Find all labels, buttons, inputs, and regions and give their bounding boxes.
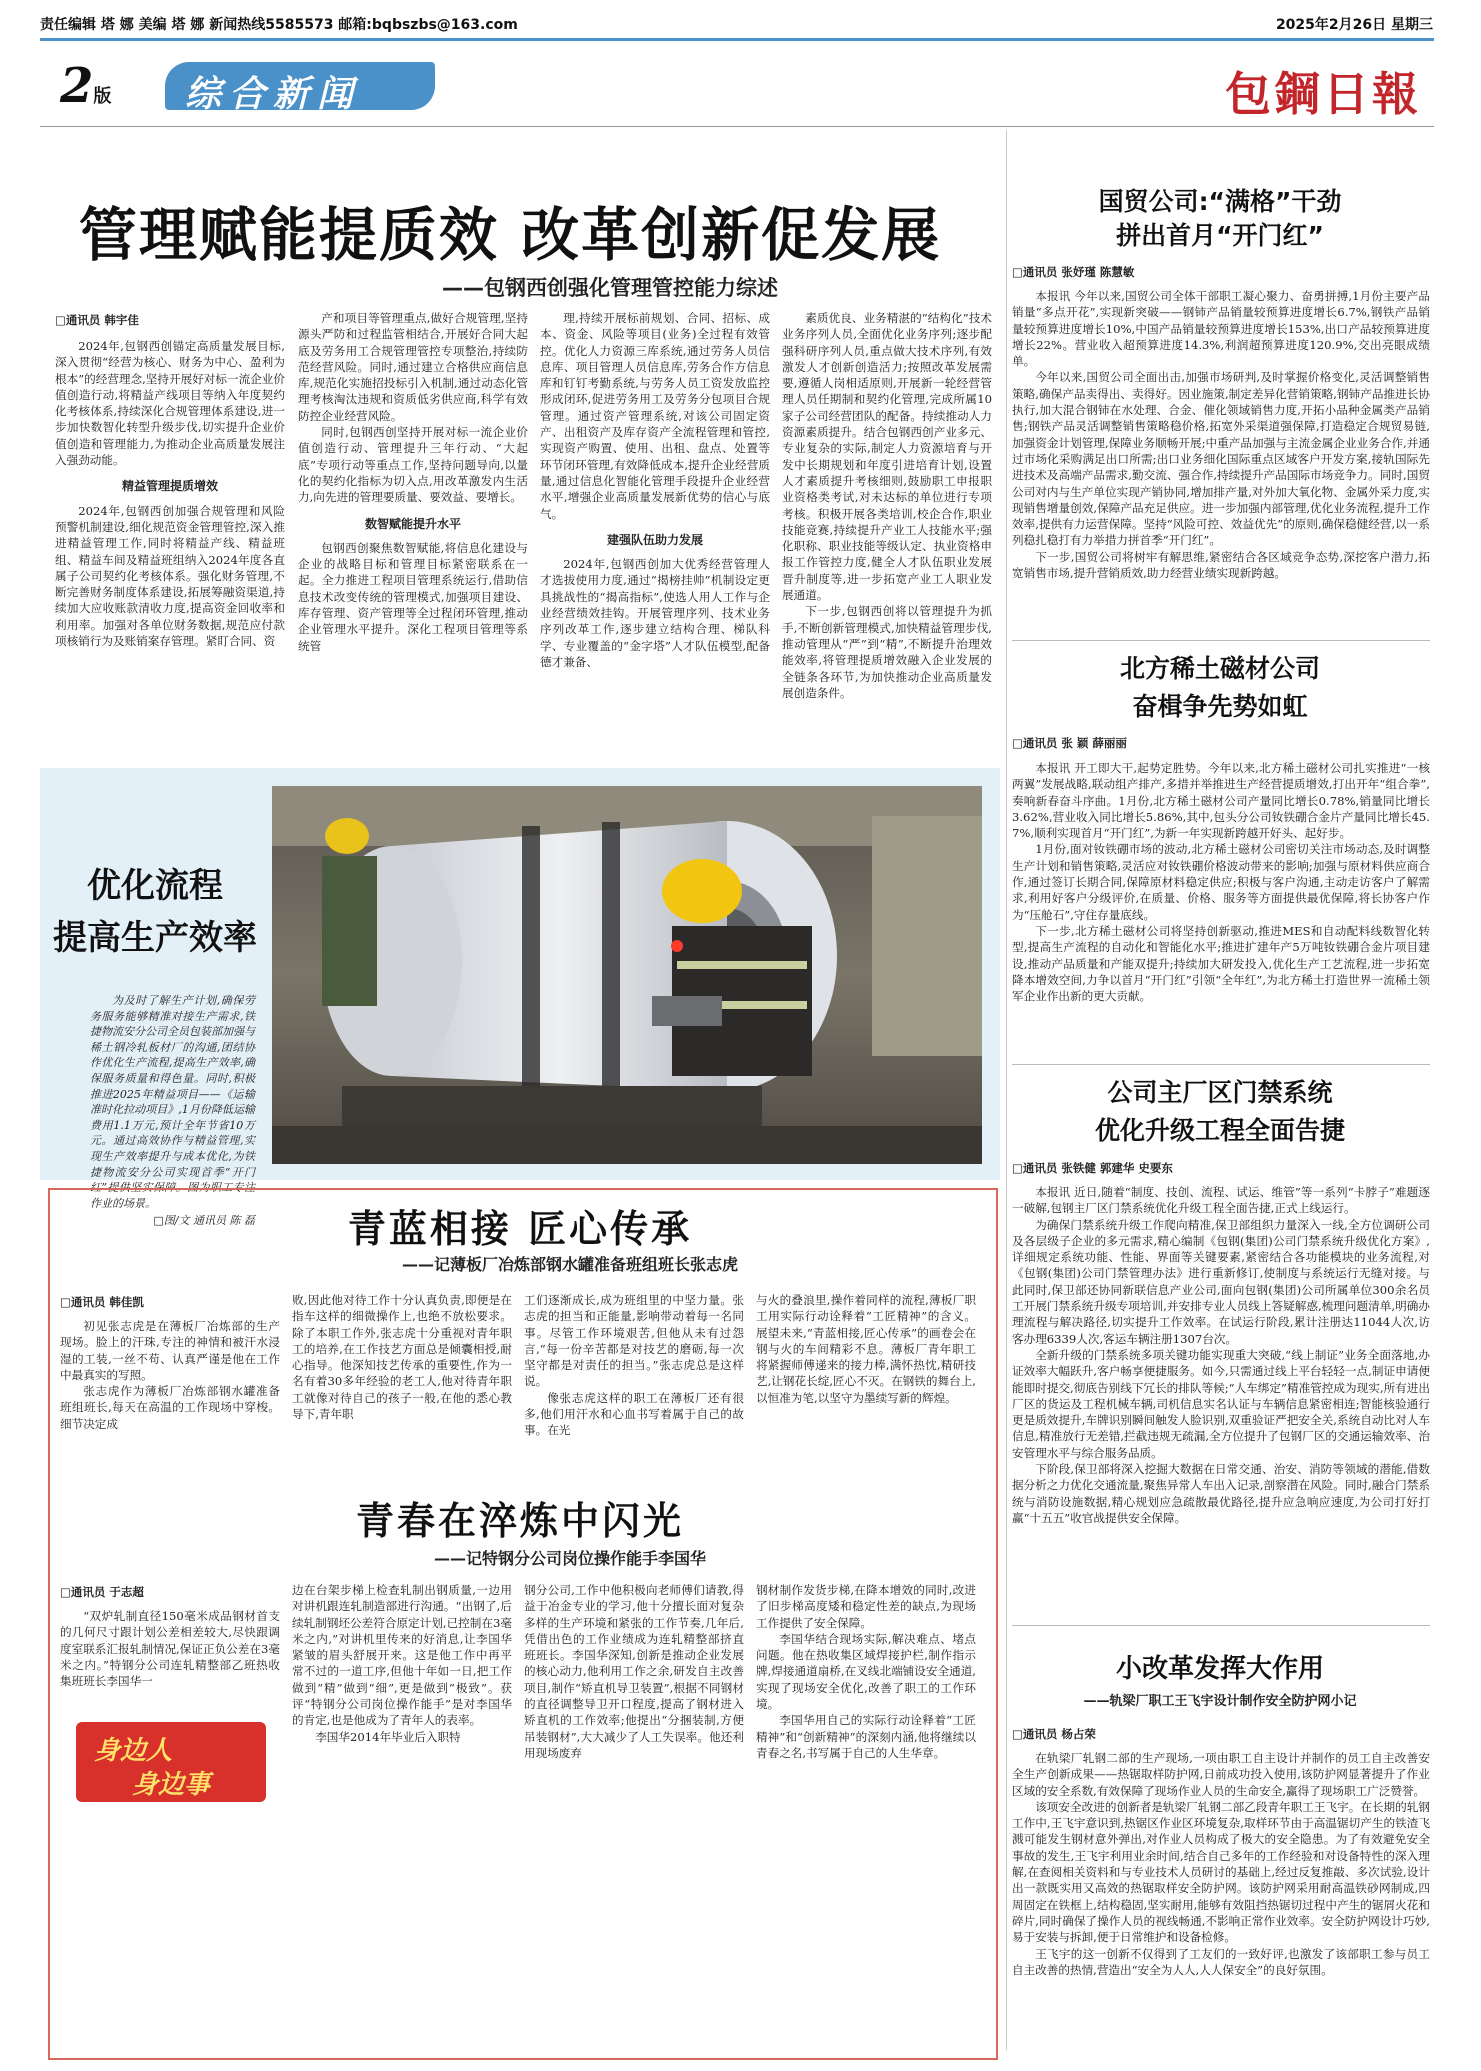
a5-subtitle: ——轨梁厂职工王飞宇设计制作安全防护网小记 — [1083, 1694, 1357, 1709]
paragraph: 同时,包钢西创坚持开展对标一流企业价值创造行动、管理提升三年行动、“大起底”专项行动等重点工作,坚持问题导向,以量化的契约化指标为切入点,用改革激发内生活力,向先进的管理要质量、要效益、要增长。 — [298, 425, 528, 505]
a3-body — [1012, 760, 1430, 1060]
divider — [1012, 1064, 1430, 1065]
paragraph: 2024年,包钢西创锚定高质量发展目标,深入贯彻“经营为核心、财务为中心、盈利为根本”的经营理念,坚持开展好对标一流企业价值创造行动,将精益产线项目等纳入年度契约化考核体系,持续深化合规管理体系建设,进一步加快数智化转型升级步伐,切实提升企业价值创造和管理能力,为推动企业高质量发展注入强劲动能。 — [55, 339, 285, 468]
a2-headline: 国贸公司:“满格”干劲 拼出首月“开门红” — [1098, 187, 1342, 250]
a5-headline: 小改革发挥大作用 — [1115, 1654, 1324, 1684]
a2-body — [1012, 288, 1430, 633]
main-byline: □通讯员 韩宇佳 — [55, 313, 139, 327]
masthead-logo: 包鋼日報 — [1225, 67, 1421, 121]
paragraph: 包钢西创聚焦数智赋能,将信息化建设与企业的战略目标和管理目标紧密联系在一起。全力推进工程项目管理系统运行,借助信息技术改变传统的管理模式,加强项目建设、库存管理、资产管理等全过程闭环管理,推动企业管理水平提升。深化工程项目管理等系统管 — [298, 540, 528, 653]
paragraph: 与火的叠浪里,操作着同样的流程,薄板厂职工用实际行动诠释着“工匠精神”的含义。展望未来,“青蓝相接,匠心传承”的画卷会在钢与火的车间精彩不息。薄板厂青年职工将紧握师傅递来的接力棒,满怀热忱,精研技艺,让钢花长绽,匠心不灭。在钢铁的舞台上,以恒准为笔,以坚守为墨续写新的辉煌。 — [756, 1293, 976, 1405]
page-num: 2 — [60, 58, 94, 114]
page-number — [60, 58, 111, 114]
a4-byline: □通讯员 张铁健 郭建华 史要东 — [1012, 1161, 1173, 1175]
photo-credit: □图/文 通讯员 陈 磊 — [153, 1214, 255, 1228]
paragraph: 李国华2014年毕业后入职特 — [315, 1729, 461, 1744]
a5-body — [1012, 1750, 1430, 2055]
paragraph: 理,持续开展标前规划、合同、招标、成本、资金、风险等项目(业务)全过程有效管控。优化人力资源三库系统,通过劳务人员信息库、项目管理人员信息库,劳务合作方信息库和钉钉考勤系统,与劳务人员工资发放监控形成闭环,促进劳务用工及劳务分包项目合规管理。通过资产管理系统,对该公司固定资产、出租资产及库存资产全流程管理和管控,实现资产购置、使用、出租、盘点、处置等环节闭环管理,有效降低成本,提升企业经营质量,通过信息化智能化管理手段提升企业经营水平,增强企业高质量发展新优势的信心与底气。 — [540, 311, 770, 521]
a4-headline: 公司主厂区门禁系统 优化升级工程全面告捷 — [1094, 1078, 1345, 1145]
paragraph: 边在台架步梯上检查轧制出钢质量,一边用对讲机跟连轧制造部进行沟通。“出钢了,后续轧制钢坯公差符合原定计划,已控制在3毫米之内,”对讲机里传来的好消息,让李国华紧皱的眉头舒展开来。这是他工作中再平常不过的一道工序,但他十年如一日,把工作做到“精”做到“细”,更是做到“极致”。获评“特钢分公司岗位操作能手”是对李国华的肯定,也是他成为了青年人的表率。 — [292, 1583, 512, 1728]
photo-feature-box — [40, 768, 1000, 1228]
paragraph: 下一步,北方稀土磁材公司将坚持创新驱动,推进MES和自动配料线数智化转型,提高生产流程的自动化和智能化水平;推进扩建年产5万吨钕铁硼合金片项目建设,推动产品质量和产能双提升;持续加大研发投入,优化生产工艺流程,进一步拓宽降本增效空间,力争以首月“开门红”引领“全年红”,为北方稀土打造世界一流稀土领军企业作出新的更大贡献。 — [1012, 923, 1430, 1004]
divider — [1012, 640, 1430, 641]
header-rule — [40, 38, 1434, 41]
paragraph: 在轨梁厂轧钢二部的生产现场,一项由职工自主设计并制作的员工自主改善安全生产创新成果——热锯取样防护网,日前成功投入使用,该防护网显著提升了作业区域的安全系数,有效保障了现场作业人员的生命安全,赢得了现场职工广泛赞誉。 — [1012, 1751, 1430, 1798]
byline-mark: □ — [1012, 1161, 1023, 1175]
a6-col-1 — [60, 1318, 280, 1476]
a4-body — [1012, 1184, 1430, 1619]
a6-col-2 — [292, 1292, 512, 1476]
steel-coil-photo — [272, 786, 982, 1164]
paragraph: 下阶段,保卫部将深入挖掘大数据在日常交通、治安、消防等领域的潜能,借数据分析之力优化交通流量,聚焦异常人车出入记录,剖察潜在风险。同时,融合门禁系统与消防设施数据,精心规划应急疏散最优路径,提升应急响应速度,为公司打好打赢“十五五”收官战提供安全保障。 — [1012, 1462, 1430, 1525]
paragraph: 2024年,包钢西创加强合规管理和风险预警机制建设,细化规范资金管理管控,深入推进精益管理工作,同时将精益产线、精益班组、精益车间及精益班组纳入2024年度各直属子公司契约化考核体系。强化财务管理,不断完善财务制度体系建设,拓展筹融资渠道,持续加大应收账款清收力度,提高资金回收率和利用率。加强对各单位财务数据,规范应付款项核销行为及账销案存管理。紧盯合同、资 — [55, 503, 285, 649]
a6-subtitle: ——记薄板厂冶炼部钢水罐准备班组班长张志虎 — [401, 1255, 738, 1274]
paragraph: 王飞宇的这一创新不仅得到了工友们的一致好评,也激发了该部职工参与员工自主改善的热情,营造出“安全为人人,人人保安全”的良好氛围。 — [1012, 1946, 1430, 1977]
paragraph: 为确保门禁系统升级工作爬向精准,保卫部组织力量深入一线,全方位调研公司及各层级子企业的多元需求,精心编制《包钢(集团)公司门禁系统升级优化方案》,详细规定系统功能、性能、界面等关键要素,紧密结合各功能模块的业务流程,对《包钢(集团)公司门禁管理办法》进行重新修订,使制度与系统运行无缝对接。与此同时,保卫部还协同新联信息产业公司,面向包钢(集团)公司所属单位300余名员工开展门禁系统升级专项培训,并安排专业人员线上答疑解惑,梳理问题清单,明确办理流程与解决路径,切实提升工作效率。在试运行阶段,累计注册达11044人次,访客办理6339人次,客运车辆注册1307台次。 — [1012, 1217, 1430, 1346]
section-heading: 数智赋能提升水平 — [364, 516, 461, 531]
right-column-rule — [1006, 130, 1007, 2050]
main-col-1 — [55, 338, 285, 758]
a3-byline: □通讯员 张 颖 薛丽丽 — [1012, 736, 1127, 750]
a5-byline: □通讯员 杨占荣 — [1012, 1727, 1096, 1741]
a7-subtitle: ——记特钢分公司岗位操作能手李国华 — [433, 1549, 706, 1568]
photo-illustration — [272, 786, 982, 1164]
paragraph: 下一步,国贸公司将树牢有解思维,紧密结合各区域竞争态势,深挖客户潜力,拓宽销售市场,提升营销质效,助力经营业绩实现新跨越。 — [1012, 549, 1430, 581]
a6-byline: □通讯员 韩佳凯 — [60, 1295, 144, 1309]
byline-mark: □ — [60, 1585, 71, 1599]
paragraph: 全新升级的门禁系统多项关键功能实现重大突破,“线上制证”业务全面落地,办证效率大幅跃升,客户畅享便捷服务。如今,只需通过线上平台轻轻一点,制证申请便能即时提交,彻底告别线下冗长的排队等候;“人车绑定”精准管控成为现实,所有进出厂区的货运及工程机械车辆,司机信息实名认证与车辆信息紧密相连;智能核验通行更是质效提升,车牌识别瞬间触发人脸识别,双重验证严把安全关,系统自动比对人车信息,精准放行无差错,拦截违规无疏漏,全方位提升了包钢厂区的交通运输效率、治安管理水平与综合服务品质。 — [1012, 1347, 1430, 1460]
paragraph: 素质优良、业务精湛的“结构化”技术业务序列人员,全面优化业务序列;逐步配强科研序列人员,重点做大技术序列,有效激发人才创新创造活力;按照改革发展需要,遵循人岗相适原则,开展新一轮经营管理人员任期制和契约化管理,完成所属10家子公司经营团队的配备。持续推动人力资源素质提升。结合包钢西创产业多元、专业复杂的实际,制定人力资源培育与开发中长期规划和年度引进培育计划,设置人才素质提升考核细则,鼓励职工申报职业资格类考试,对未达标的单位进行专项考核。积极开展各类培训,校企合作,职业技能竞赛,持续提升产业工人技能水平;强化职称、职业技能等级认定、执业资格申报工作管控力度,健全人才队伍职业发展晋升制度等,进一步拓宽产业工人职业发展通道。 — [782, 311, 992, 603]
header-date: 2025年2月26日 星期三 — [1275, 17, 1433, 33]
a6-col-4 — [756, 1292, 976, 1476]
header-bottom-rule — [40, 126, 1434, 127]
badge-line-2: 身边事 — [132, 1770, 211, 1800]
paragraph: 本报讯 近日,随着“制度、技创、流程、试运、维管”等一系列“卡脖子”难题逐一破解,包钢主厂区门禁系统优化升级工程全面告捷,正式上线运行。 — [1012, 1185, 1430, 1216]
byline-mark: □ — [1012, 265, 1023, 279]
paragraph: 李国华用自己的实际行动诠释着“工匠精神”和“创新精神”的深刻内涵,他将继续以青春之名,书写属于自己的人生华章。 — [756, 1713, 976, 1760]
paragraph: 该项安全改进的创新者是轨梁厂轧钢二部乙段青年职工王飞宇。在长期的轧钢工作中,王飞宇意识到,热锯区作业区环境复杂,取样环节由于高温锯切产生的铁渣飞溅可能发生钢材意外弹出,对作业人员构成了极大的安全隐患。为了有效避免安全事故的发生,王飞宇利用业余时间,结合自己多年的工作经验和对设备特性的深入理解,在查阅相关资料和与专业技术人员研讨的基础上,经过反复推敲、多次试验,设计出一款既实用又高效的热锯取样安全防护网。该防护网采用耐高温铁砂网制成,四周固定在铁框上,结构稳固,坚实耐用,能够有效阻挡热锯切过程中产生的锯屑火花和碎片,同时确保了操作人员的视线畅通,不影响正常作业效率。安全防护网设计巧妙,易于安装与拆卸,便于日常维护和设备检修。 — [1012, 1799, 1430, 1945]
a7-headline: 青春在淬炼中闪光 — [355, 1499, 684, 1543]
paragraph: 本报讯 今年以来,国贸公司全体干部职工凝心聚力、奋勇拼搏,1月份主要产品销量“多点开花”,实现新突破——钢铈产品销量较预算进度增长6.7%,钢铁产品销量较预算进度增长10%,中国产品销量较预算进度增长153%,出口产品较预算进度增长22%。营业收入超预算进度14.3%,利润超预算进度120.9%,交出亮眼成绩单。 — [1012, 289, 1430, 369]
main-col-2 — [298, 310, 528, 758]
paragraph: 李国华结合现场实际,解决难点、堵点问题。他在热收集区域焊接护栏,制作指示牌,焊接通道扇桥,在叉线北端铺设安全通道,实现了现场安全优化,改善了职工的工作环境。 — [756, 1631, 976, 1712]
page-unit: 版 — [93, 86, 112, 107]
byline-mark: □ — [60, 1295, 71, 1309]
section-heading: 精益管理提质增效 — [121, 479, 218, 494]
section-heading: 建强队伍助力发展 — [606, 532, 703, 547]
byline-mark: □ — [1012, 1727, 1023, 1741]
a7-col-1 — [60, 1608, 280, 1716]
header-editors: 责任编辑 塔 娜 美编 塔 娜 新闻热线5585573 邮箱:bqbszbs@163.com — [40, 17, 518, 33]
paragraph: 像张志虎这样的职工在薄板厂还有很多,他们用汗水和心血书写着属于自己的故事。在光 — [524, 1390, 744, 1438]
paragraph: 初见张志虎是在薄板厂冶炼部的生产现场。脸上的汗珠,专注的神情和被汗水浸湿的工装,一丝不苟、认真严谨是他在工作中最真实的写照。 — [60, 1319, 280, 1382]
paragraph: 败,因此他对待工作十分认真负责,即便是在指车这样的细微操作上,也绝不放松要求。除了本职工作外,张志虎十分重视对青年职工的培养,在工作技艺方面总是倾囊相授,耐心指导。他深知技艺传承的重要性,作为一名有着30多年经验的老工人,他对待青年职工就像对待自己的孩子一般,在他的悉心教导下,青年职 — [292, 1293, 512, 1422]
a6-headline: 青蓝相接 匠心传承 — [347, 1207, 693, 1251]
paragraph: 2024年,包钢西创加大优秀经营管理人才选拔使用力度,通过“揭榜挂帅”机制设定更具挑战性的“揭高指标”,使选人用人工作与企业经营绩效挂钩。开展管理序列、技术业务序列改革工作,逐步建立结构合理、梯队科学、专业覆盖的“金字塔”人才队伍模型,配备德才兼备、 — [540, 557, 770, 669]
a7-byline: □通讯员 于志超 — [60, 1585, 144, 1599]
badge-line-1: 身边人 — [94, 1736, 173, 1766]
a7-col-4 — [756, 1582, 976, 1822]
a3-headline: 北方稀土磁材公司 奋楫争先势如虹 — [1119, 654, 1320, 721]
paragraph: 产和项目等管理重点,做好合规管理,坚持源头严防和过程监管相结合,开展好合同大起底及劳务用工合规管理管控专项整治,持续防范经营风险。同时,通过建立合格供应商信息库,规范化实施招投标引入机制,通过动态化管理考核淘汰违规和资质低劣供应商,科学有效防控企业经营风险。 — [298, 311, 528, 423]
paragraph: 张志虎作为薄板厂冶炼部钢水罐准备班组班长,每天在高温的工作现场中穿梭。细节决定成 — [60, 1384, 280, 1431]
paragraph: 钢分公司,工作中他积极向老师傅们请教,得益于冶金专业的学习,他十分擅长面对复杂多样的生产环境和紧张的工作节奏,几年后,凭借出色的工作业绩成为连轧精整部挤直班班长。李国华深知,创新是推动企业发展的核心动力,他利用工作之余,研发自主改善项目,制作“矫直机导卫装置”,根据不同钢材的直径调整导卫开口程度,提高了钢材进入矫直机的工作效率;他提出“分捆装制,方便吊装钢材”,大大减少了人工失误率。他还利用现场废弃 — [524, 1583, 744, 1760]
main-col-3 — [540, 310, 770, 758]
divider — [1012, 1625, 1430, 1626]
main-headline: 管理赋能提质效 改革创新促发展 — [78, 201, 942, 269]
paragraph: 今年以来,国贸公司全面出击,加强市场研判,及时掌握价格变化,灵活调整销售策略,确保产品卖得出、卖得好。因业施策,制定差异化营销策略,钢铈产品推进长协执行,加大混合钢铈在水处理、合金、催化领域销售力度,开拓小品种金属类产品销售;钢铁产品灵活调整销售策略稳价格,拓宽外采渠道强保障,打造稳定合规贸易链,加强资金计划管理,保障业务顺畅开展;中重产品加强与主流金属企业业务合作,并通过市场化采购满足出口所需;出口业务细化国际重点区域客户开发方案,接轨国际先进技术及高端产品需求,勤交流、强合作,持续提升产品国际市场竞争力。同时,国贸公司对内与生产单位实现产销协同,增加排产量,对外加大氧化物、金属外采力度,实现销售增量创效,保障产品充足供应。进一步加强内部管理,优化业务流程,提升工作效率,提供有力运营保障。坚持“风险可控、效益优先”的原则,确保稳健经营,以一系列稳扎稳打有力举措力拼首季“开门红”。 — [1012, 370, 1430, 548]
photo-title-2: 提高生产效率 — [53, 918, 257, 958]
paragraph: 工们逐渐成长,成为班组里的中坚力量。张志虎的担当和正能量,影响带动着每一名同事。尽管工作环境艰苦,但他从未有过怨言,“每一份辛苦都是对技艺的磨砺,每一次坚守都是对责任的担当。”张志虎总是这样说。 — [524, 1293, 744, 1389]
paragraph: “双炉轧制直径150毫米成品钢材首支的几何尺寸跟计划公差相差较大,尽快跟调度室联系汇报轧制情况,保证正负公差在3毫米之内。”特钢分公司连轧精整部乙班热收集班班长李国华一 — [60, 1609, 280, 1689]
photo-title-1: 优化流程 — [87, 866, 223, 906]
paragraph: 1月份,面对钕铁硼市场的波动,北方稀土磁材公司密切关注市场动态,及时调整生产计划和销售策略,灵活应对钕铁硼价格波动带来的影响;加强与原材料供应商合作,通过签订长期合同,保障原材料稳定供应;积极与客户沟通,主动走访客户了解需求,利用好客户分级评价,在质量、价格、服务等方面提供最优保障,将长协客户作为“压舱石”,守住存量底线。 — [1012, 842, 1430, 922]
paragraph: 下一步,包钢西创将以管理提升为抓手,不断创新管理模式,加快精益管理步伐,推动管理从“严”到“精”,不断提升治理效能效率,将管理提质增效融入企业发展的全链条各环节,为加快推动企业高质量发展创造条件。 — [782, 604, 992, 700]
a7-col-2 — [292, 1582, 512, 1822]
photo-caption: 为及时了解生产计划,确保劳务服务能够精准对接生产需求,铁捷物流安分公司全员包装部加强与稀土钢冷轧板材厂的沟通,团结协作优化生产流程,提高生产效率,确保服务质量和得色量。同时,积极推进2025年精益项目——《运输准时化拉动项目》,1月份降低运输费用1.1万元,预计全年节省10万元。通过高效协作与精益管理,实现生产效率提升与成本优化,为铁捷物流安分公司实现首季“开门红”提供坚实保障。图为职工专注作业的场景。 □图/文 通讯员 陈 磊 — [90, 994, 255, 1228]
byline-mark: □ — [1012, 736, 1023, 750]
section-title: 综合新闻 — [185, 74, 362, 115]
badge-box — [76, 1722, 266, 1802]
main-col-4 — [782, 310, 992, 758]
a7-col-3 — [524, 1582, 744, 1822]
a2-byline: □通讯员 张妤瑾 陈慧敏 — [1012, 265, 1135, 279]
main-subtitle: ——包钢西创强化管理管控能力综述 — [442, 276, 778, 300]
a6-col-3 — [524, 1292, 744, 1476]
paragraph: 钢材制作发货步梯,在降本增效的同时,改进了旧步梯高度矮和稳定性差的缺点,为现场工作提供了安全保障。 — [756, 1583, 976, 1630]
byline-mark: □ — [55, 313, 66, 327]
paragraph: 本报讯 开工即大干,起势定胜势。今年以来,北方稀土磁材公司扎实推进“一核两翼”发展战略,联动组产排产,多措并举推进生产经营提质增效,打出开年“组合拳”,奏响新春奋斗序曲。1月份,北方稀土磁材公司产量同比增长0.78%,销量同比增长3.62%,营业收入同比增长5.86%,其中,包头分公司钕铁硼合金片产量同比增长45.7%,顺利实现首月“开门红”,为新一年实现新跨越开好头、起好步。 — [1012, 761, 1430, 841]
